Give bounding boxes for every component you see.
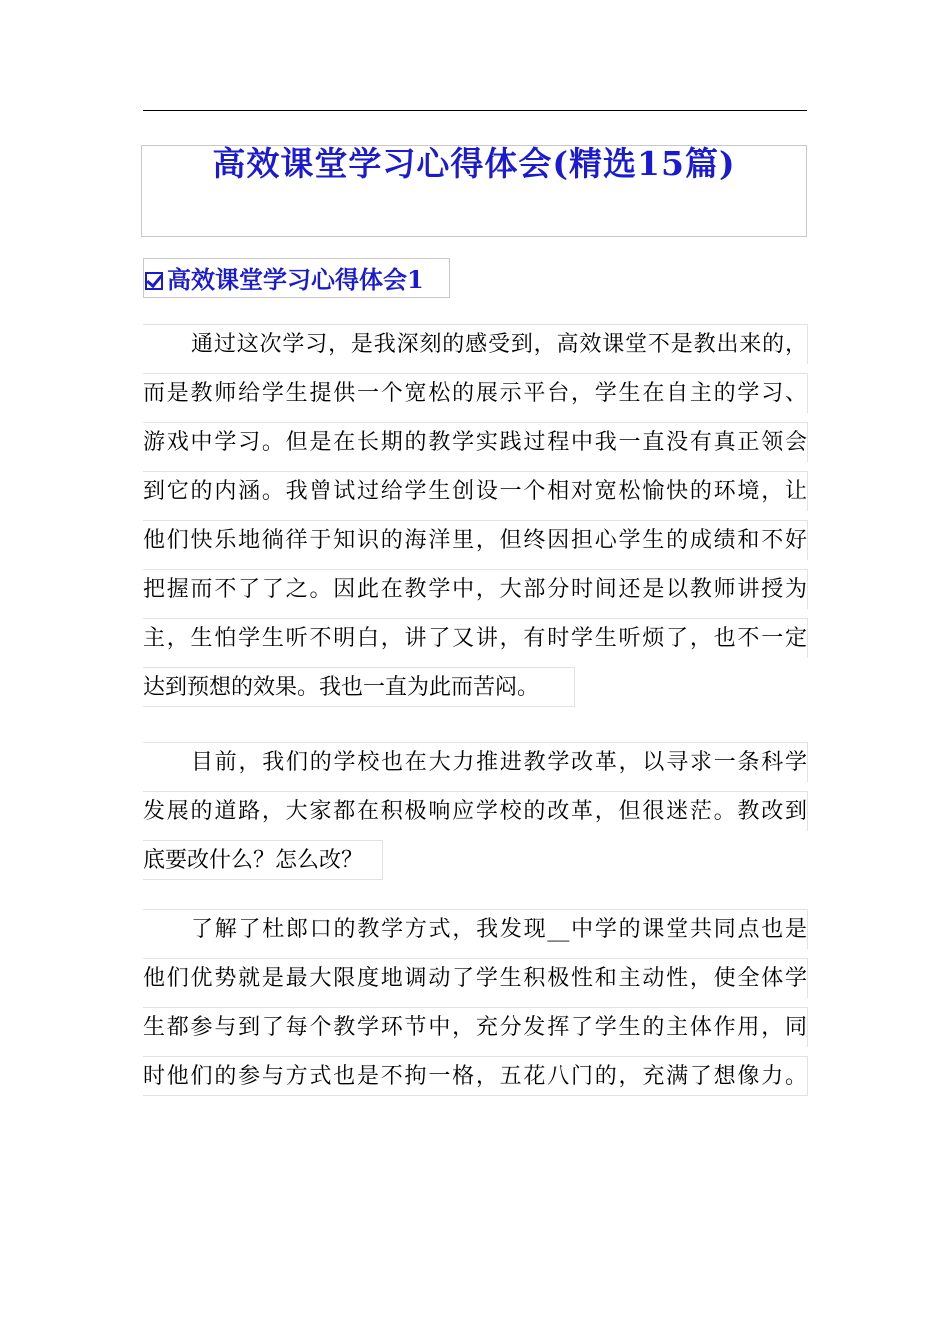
paragraph-line: 而是教师给学生提供一个宽松的展示平台，学生在自主的学习、	[143, 373, 808, 413]
document-title: 高效课堂学习心得体会(精选15篇)	[212, 144, 736, 183]
paragraph-line: 把握而不了了之。因此在教学中，大部分时间还是以教师讲授为	[143, 569, 808, 609]
paragraph-line: 主，生怕学生听不明白，讲了又讲，有时学生听烦了，也不一定	[143, 618, 808, 658]
paragraph-line: 到它的内涵。我曾试过给学生创设一个相对宽松愉快的环境，让	[143, 471, 808, 511]
section-heading	[145, 260, 424, 295]
paragraph-line: 游戏中学习。但是在长期的教学实践过程中我一直没有真正领会	[143, 422, 808, 462]
paragraph-line: 达到预想的效果。我也一直为此而苦闷。	[143, 667, 575, 707]
top-rule	[143, 110, 807, 111]
paragraph-line: 目前，我们的学校也在大力推进教学改革，以寻求一条科学	[143, 742, 808, 782]
paragraph-line: 底要改什么？怎么改？	[143, 840, 383, 880]
section-heading-text: 高效课堂学习心得体会1	[167, 265, 424, 294]
paragraph-line: 通过这次学习，是我深刻的感受到，高效课堂不是教出来的，	[143, 324, 808, 364]
paragraph-line: 发展的道路，大家都在积极响应学校的改革，但很迷茫。教改到	[143, 791, 808, 831]
paragraph-line: 生都参与到了每个教学环节中，充分发挥了学生的主体作用，同	[143, 1007, 808, 1047]
paragraph-line: 了解了杜郎口的教学方式，我发现__中学的课堂共同点也是	[143, 909, 808, 949]
paragraph-line: 他们快乐地徜徉于知识的海洋里，但终因担心学生的成绩和不好	[143, 520, 808, 560]
paragraph-line: 他们优势就是最大限度地调动了学生积极性和主动性，使全体学	[143, 958, 808, 998]
paragraph-line: 时他们的参与方式也是不拘一格，五花八门的，充满了想像力。	[143, 1056, 808, 1096]
checkbox-checked-icon	[145, 272, 163, 290]
